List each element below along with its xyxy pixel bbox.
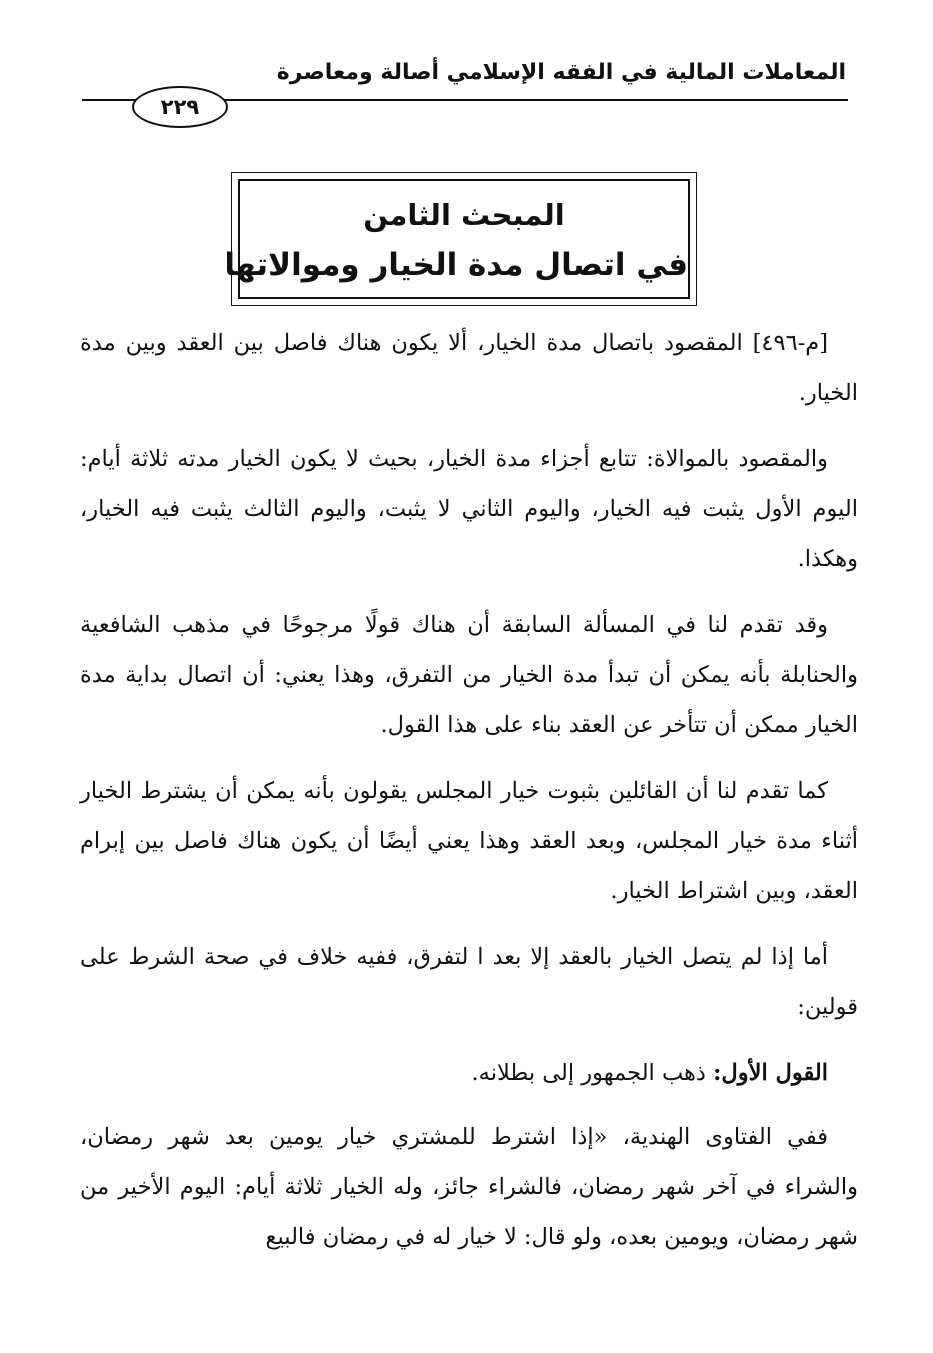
chapter-title-inner-frame	[224, 179, 690, 299]
paragraph-4: كما تقدم لنا أن القائلين بثبوت خيار المجلس يقولون بأنه يمكن أن يشترط الخيار أثناء مدة خيار المجلس، وبعد العقد وهذا يعني أيضًا أن يكون هناك فاصل بين إبرام العقد، وبين اشتراط الخيار.	[80, 778, 858, 904]
paragraph-1: [م-٤٩٦] المقصود باتصال مدة الخيار، ألا يكون هناك فاصل بين العقد وبين مدة الخيار.	[80, 330, 858, 406]
paragraph-3: وقد تقدم لنا في المسألة السابقة أن هناك قولًا مرجوحًا في مذهب الشافعية والحنابلة بأنه يمكن أن تبدأ مدة الخيار من التفرق، وهذا يعني: أن اتصال بداية مدة الخيار ممكن أن تتأخر عن العقد بناء على هذا القول.	[80, 612, 858, 738]
paragraph-2: والمقصود بالموالاة: تتابع أجزاء مدة الخيار، بحيث لا يكون الخيار مدته ثلاثة أيام: اليوم الأول يثبت فيه الخيار، واليوم الثاني لا يثبت، واليوم الثالث يثبت فيه الخيار، وهكذا.	[80, 446, 858, 572]
chapter-title-line-1: المبحث الثامن	[363, 198, 565, 232]
running-title: المعاملات المالية في الفقه الإسلامي أصالة ومعاصرة	[276, 60, 846, 85]
body-text	[80, 318, 858, 1278]
paragraph-7: ففي الفتاوى الهندية، «إذا اشترط للمشتري خيار يومين بعد شهر رمضان، والشراء في آخر شهر رمضان، فالشراء جائز، وله الخيار ثلاثة أيام: اليوم الأخير من شهر رمضان، ويومين بعده، ولو قال: لا خيار له في رمضان فالبيع	[80, 1124, 858, 1250]
first-opinion-text: ذهب الجمهور إلى بطلانه.	[471, 1060, 706, 1086]
chapter-title-box	[224, 172, 697, 306]
page-number: ٢٢٩	[132, 86, 228, 128]
chapter-title-line-2: في اتصال مدة الخيار وموالاتها	[224, 247, 688, 283]
first-opinion-label: القول الأول:	[713, 1060, 828, 1086]
paragraph-5: أما إذا لم يتصل الخيار بالعقد إلا بعد ا لتفرق، ففيه خلاف في صحة الشرط على قولين:	[80, 944, 858, 1020]
paragraph-6	[80, 1048, 858, 1098]
